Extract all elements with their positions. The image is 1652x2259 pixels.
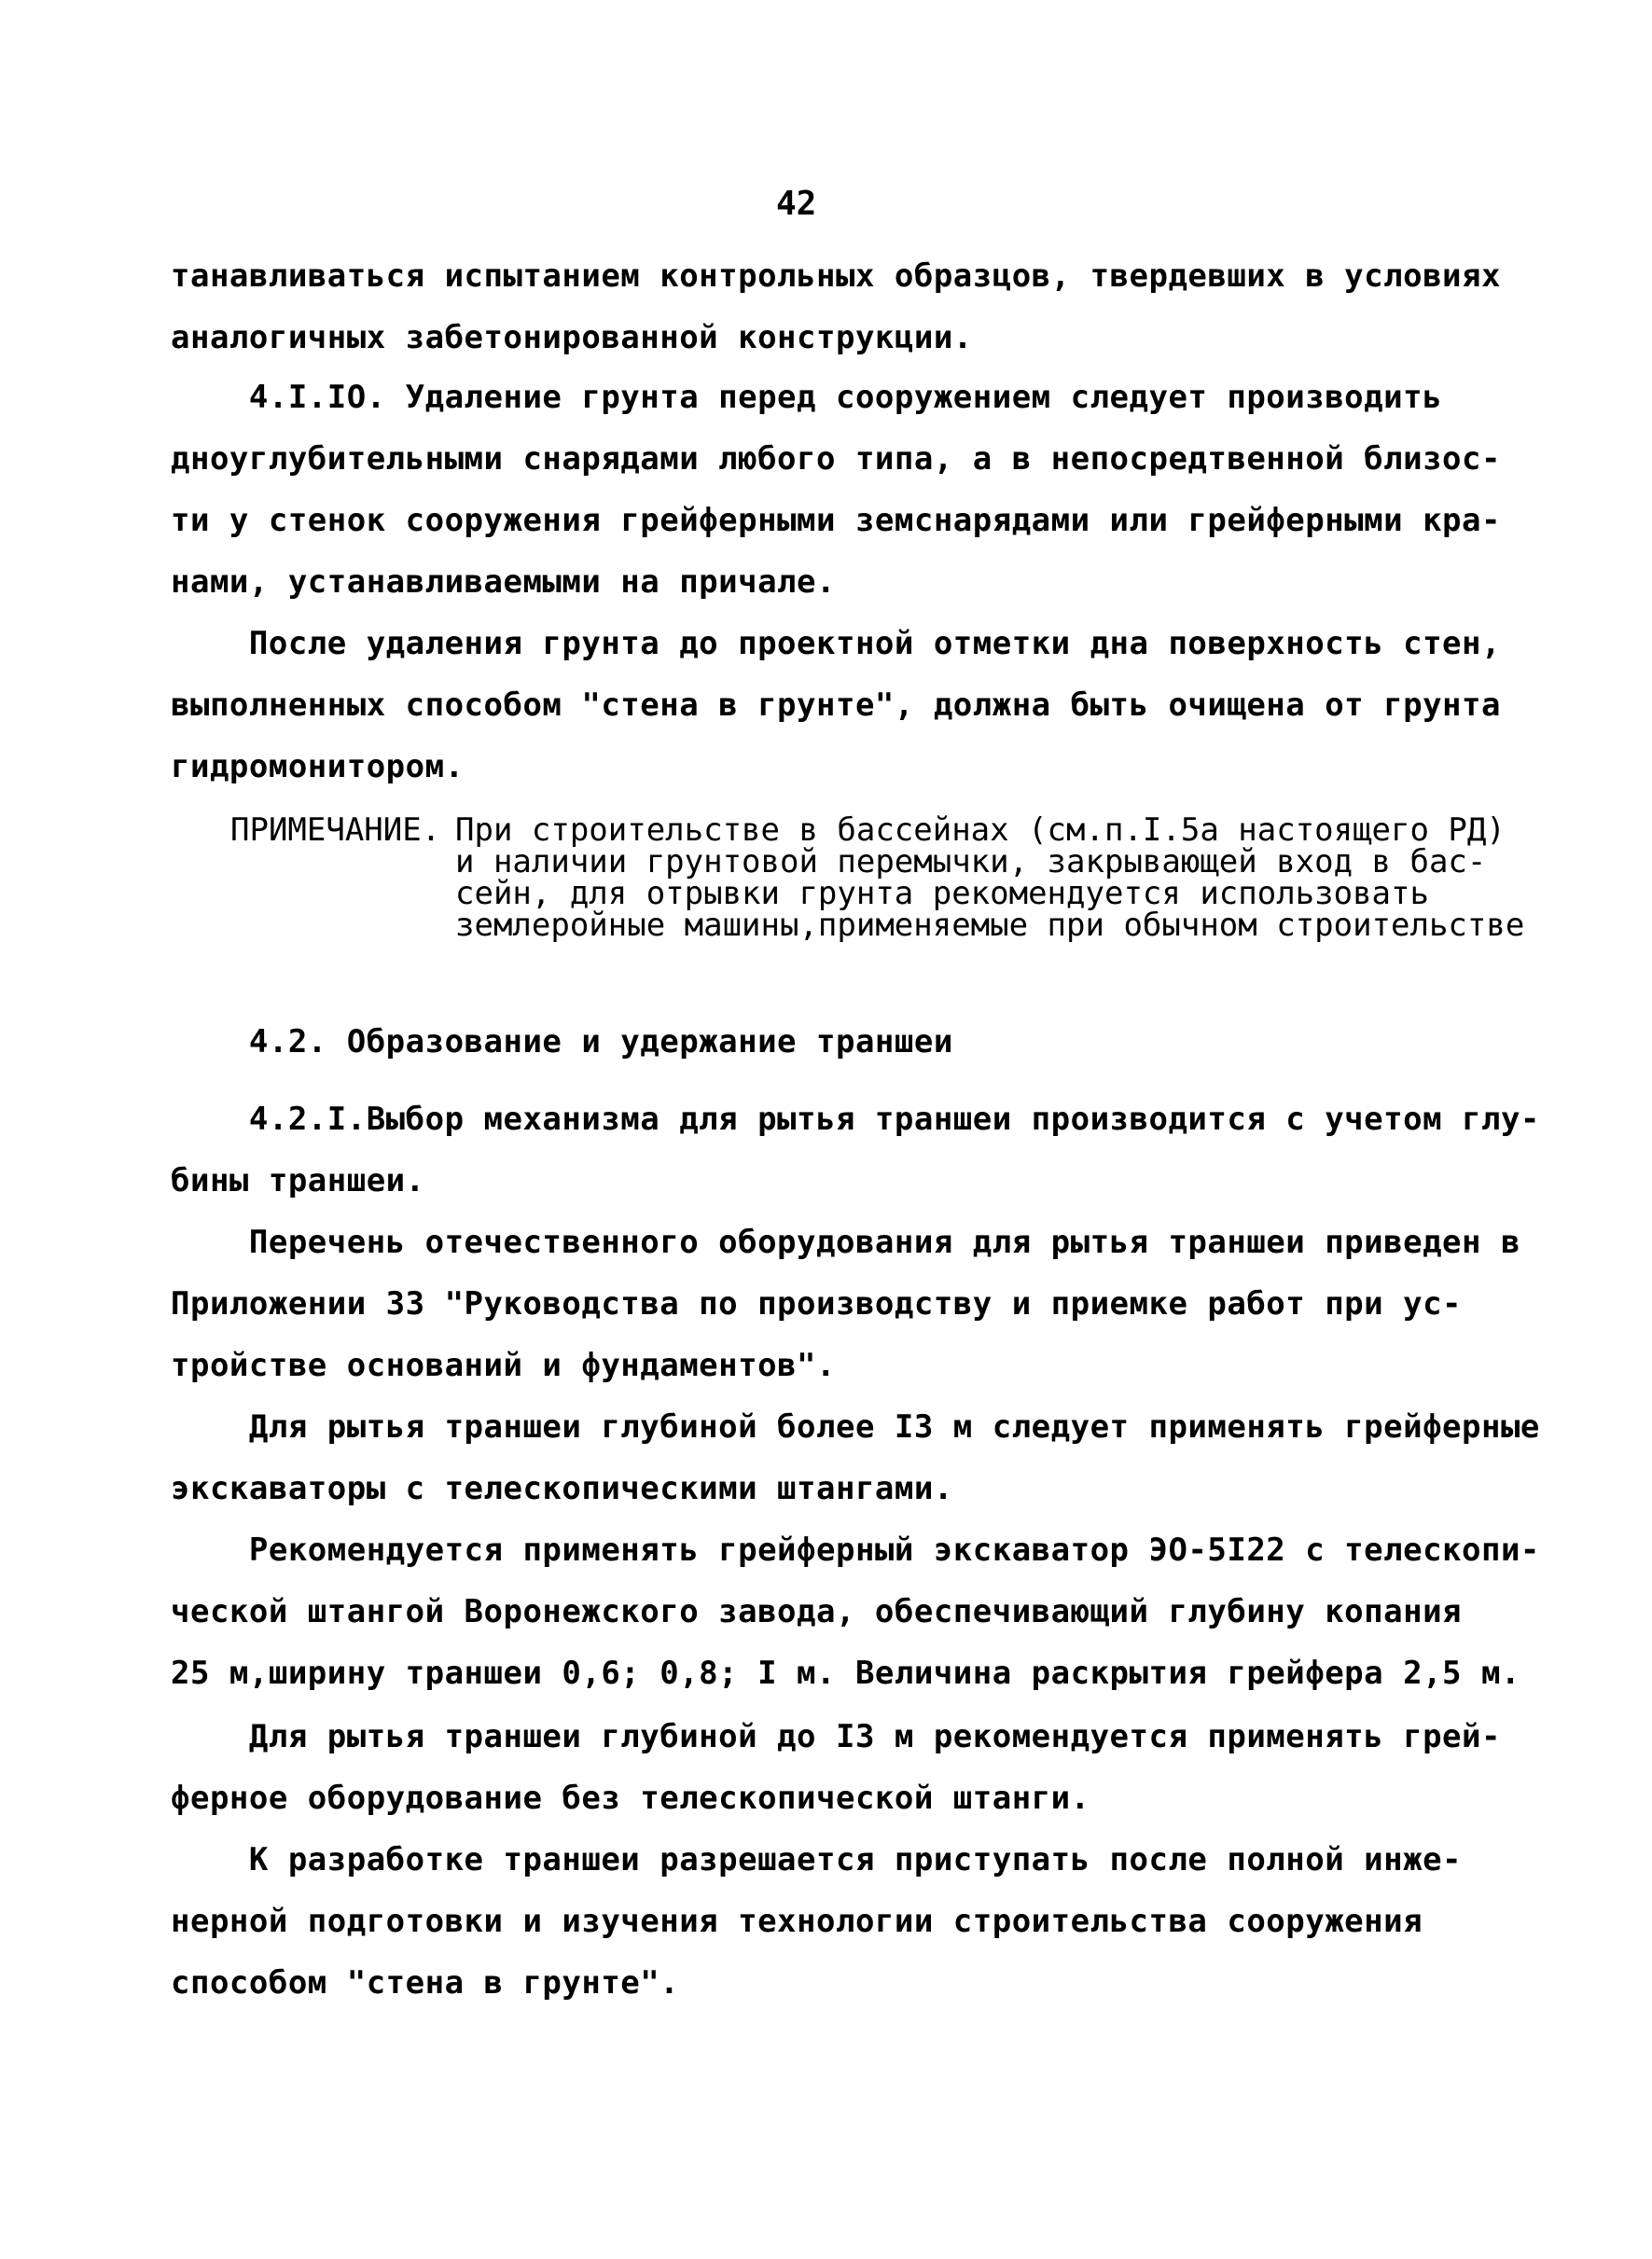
text-line: тройстве оснований и фундаментов". [171, 1347, 836, 1384]
note-label: ПРИМЕЧАНИЕ. [230, 811, 441, 849]
text-line: Перечень отечественного оборудования для рытья траншеи приведен в [171, 1224, 1520, 1261]
text-line: аналогичных забетонированной конструкции. [171, 319, 973, 356]
text-line: выполненных способом "стена в грунте", должна быть очищена от грунта [171, 686, 1501, 724]
text-line: Для рытья траншеи глубиной более I3 м следует применять грейферные [171, 1408, 1540, 1446]
text-line: нерной подготовки и изучения технологии строительства сооружения [171, 1903, 1423, 1940]
text-line: Рекомендуется применять грейферный экскаватор ЭО-5I22 с телескопи- [171, 1531, 1540, 1569]
note-line: При строительстве в бассейнах (см.п.I.5а настоящего РД) [455, 811, 1506, 849]
note-line: и наличии грунтовой перемычки, закрывающей вход в бас- [455, 843, 1487, 880]
page-number: 42 [776, 185, 817, 223]
note-line: сейн, для отрывки грунта рекомендуется использовать [455, 875, 1429, 912]
text-line: дноуглубительными снарядами любого типа, а в непосредтвенной близос- [171, 440, 1501, 478]
text-line: Для рытья траншеи глубиной до I3 м рекомендуется применять грей- [171, 1718, 1501, 1755]
text-line: способом "стена в грунте". [171, 1964, 680, 2002]
text-line: 4.2.I.Выбор механизма для рытья траншеи производится с учетом глу- [171, 1101, 1540, 1138]
text-line: танавливаться испытанием контрольных образцов, твердевших в условиях [171, 257, 1501, 295]
text-line: ферное оборудование без телескопической штанги. [171, 1780, 1090, 1817]
text-line: Приложении 33 "Руководства по производству и приемке работ при ус- [171, 1285, 1463, 1323]
text-line: 25 м,ширину траншеи 0,6; 0,8; I м. Величина раскрытия грейфера 2,5 м. [171, 1655, 1520, 1692]
note-line: землеройные машины,применяемые при обычном строительстве [455, 907, 1525, 944]
text-line: 4.I.IO. Удаление грунта перед сооружением следует производить [171, 379, 1443, 416]
text-line: экскаваторы с телескопическими штангами. [171, 1470, 953, 1507]
section-heading: 4.2. Образование и удержание траншеи [171, 1023, 953, 1060]
text-line: К разработке траншеи разрешается приступать после полной инже- [171, 1841, 1463, 1878]
text-line: ческой штангой Воронежского завода, обеспечивающий глубину копания [171, 1593, 1463, 1630]
text-line: гидромонитором. [171, 748, 465, 785]
text-line: ти у стенок сооружения грейферными земснарядами или грейферными кра- [171, 502, 1501, 539]
text-line: После удаления грунта до проектной отметки дна поверхность стен, [171, 625, 1501, 662]
text-line: бины траншеи. [171, 1162, 425, 1199]
text-line: нами, устанавливаемыми на причале. [171, 563, 836, 601]
